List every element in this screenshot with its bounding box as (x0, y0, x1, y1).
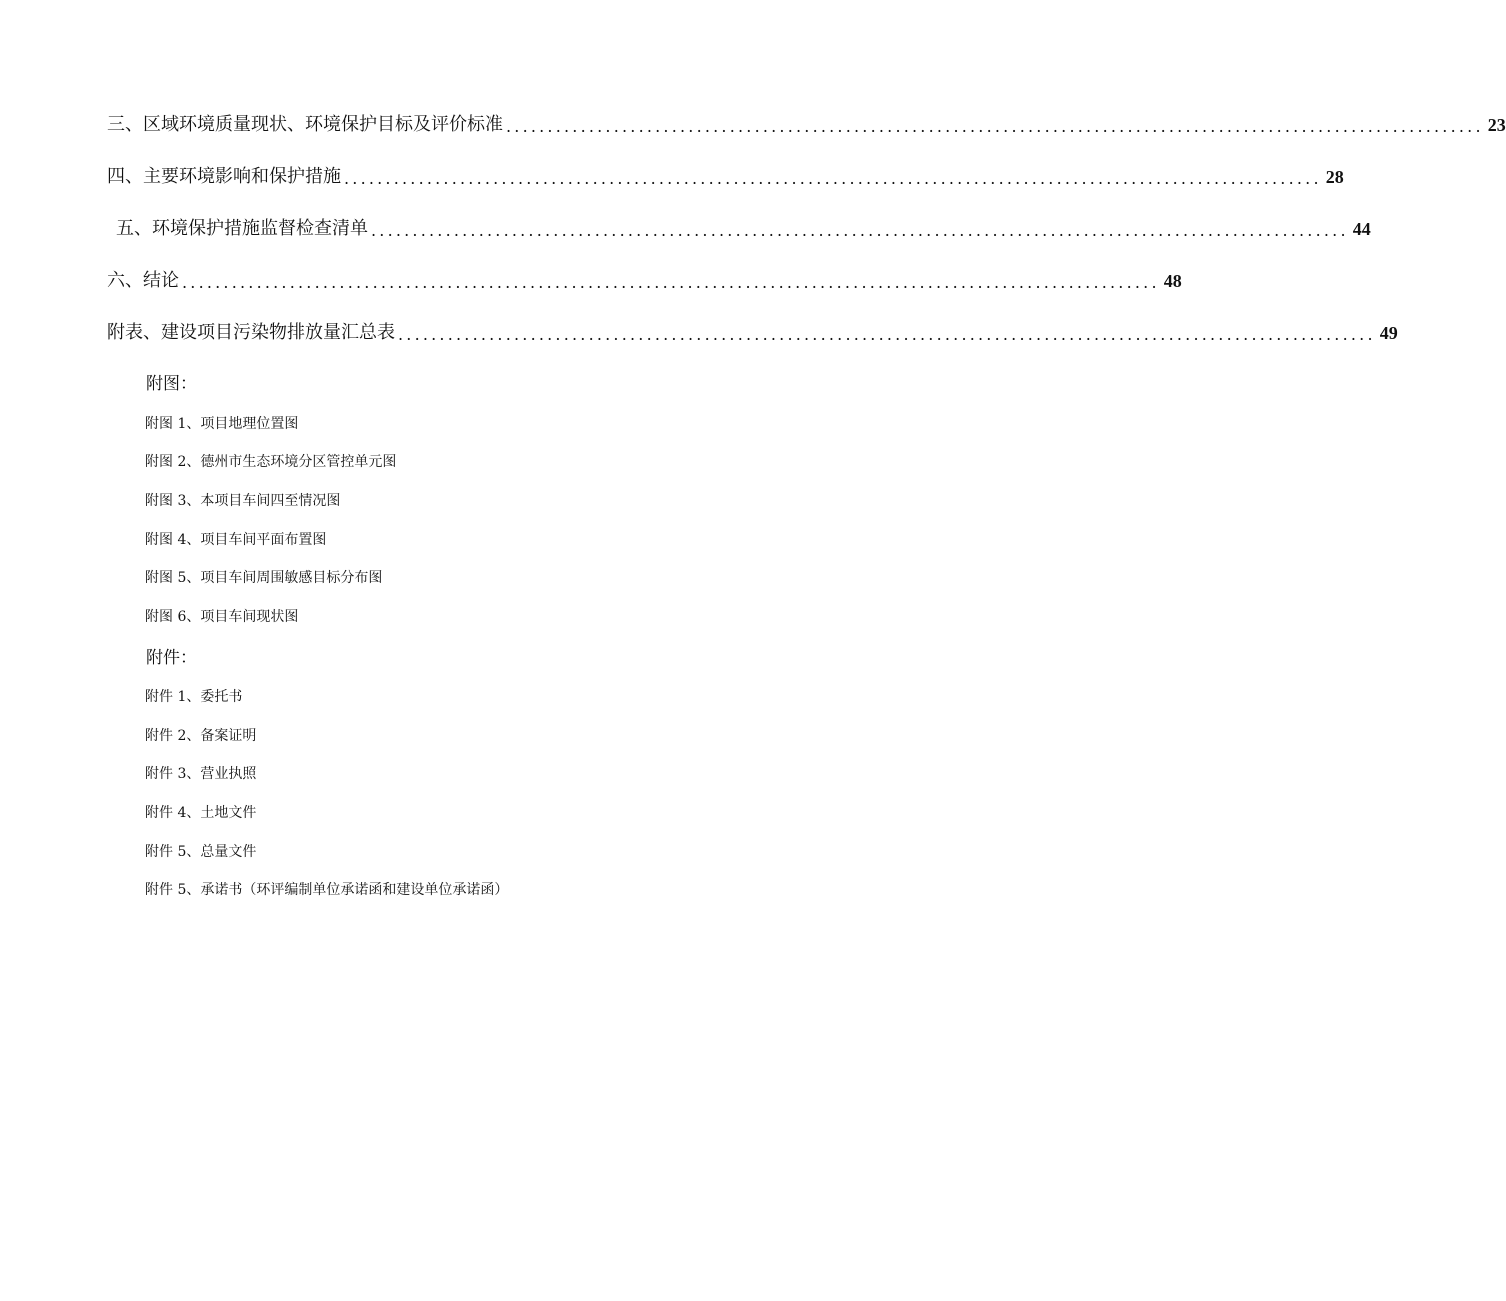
dot-leader: ...................................................................................................................... (506, 117, 1484, 136)
attachment-list-item: 附件 1、委托书 (145, 689, 243, 705)
toc-page-number: 48 (1163, 271, 1182, 291)
dot-leader: ...................................................................................................................... (371, 221, 1349, 240)
attachment-list-item: 附件 5、承诺书（环评编制单位承诺函和建设单位承诺函） (145, 882, 509, 898)
attachment-list-item: 附件 3、营业执照 (145, 766, 257, 782)
attachment-list-item: 附件 5、总量文件 (145, 844, 257, 860)
toc-entry[interactable] (107, 319, 1398, 347)
figure-list-item: 附图 4、项目车间平面布置图 (145, 532, 327, 548)
toc-entry-title: 四、主要环境影响和保护措施 (107, 166, 341, 187)
figure-list-item: 附图 5、项目车间周围敏感目标分布图 (145, 570, 383, 586)
toc-page-number: 28 (1325, 167, 1344, 187)
toc-page-number: 44 (1352, 219, 1371, 239)
dot-leader: ...................................................................................................................... (344, 169, 1322, 188)
toc-entry-title: 三、区域环境质量现状、环境保护目标及评价标准 (107, 114, 503, 135)
attachment-list-item: 附件 4、土地文件 (145, 805, 257, 821)
toc-entry-title: 附表、建设项目污染物排放量汇总表 (107, 322, 395, 343)
toc-entry[interactable] (107, 267, 1182, 295)
toc-page-number: 49 (1379, 323, 1398, 343)
attachment-list-item: 附件 2、备案证明 (145, 728, 257, 744)
figure-list-item: 附图 2、德州市生态环境分区管控单元图 (145, 454, 397, 470)
toc-entry[interactable] (107, 111, 1506, 139)
toc-entry-title: 六、结论 (107, 270, 179, 291)
attachments-heading: 附件： (146, 648, 197, 668)
figures-heading: 附图： (146, 374, 197, 394)
toc-page-number: 23 (1487, 115, 1506, 135)
toc-entry[interactable] (116, 215, 1371, 243)
dot-leader: ...................................................................................................................... (182, 273, 1160, 292)
toc-entry-title: 五、环境保护措施监督检查清单 (116, 218, 368, 239)
dot-leader: ...................................................................................................................... (398, 325, 1376, 344)
toc-entry[interactable] (107, 163, 1344, 191)
figure-list-item: 附图 6、项目车间现状图 (145, 609, 299, 625)
figure-list-item: 附图 3、本项目车间四至情况图 (145, 493, 341, 509)
figure-list-item: 附图 1、项目地理位置图 (145, 416, 299, 432)
